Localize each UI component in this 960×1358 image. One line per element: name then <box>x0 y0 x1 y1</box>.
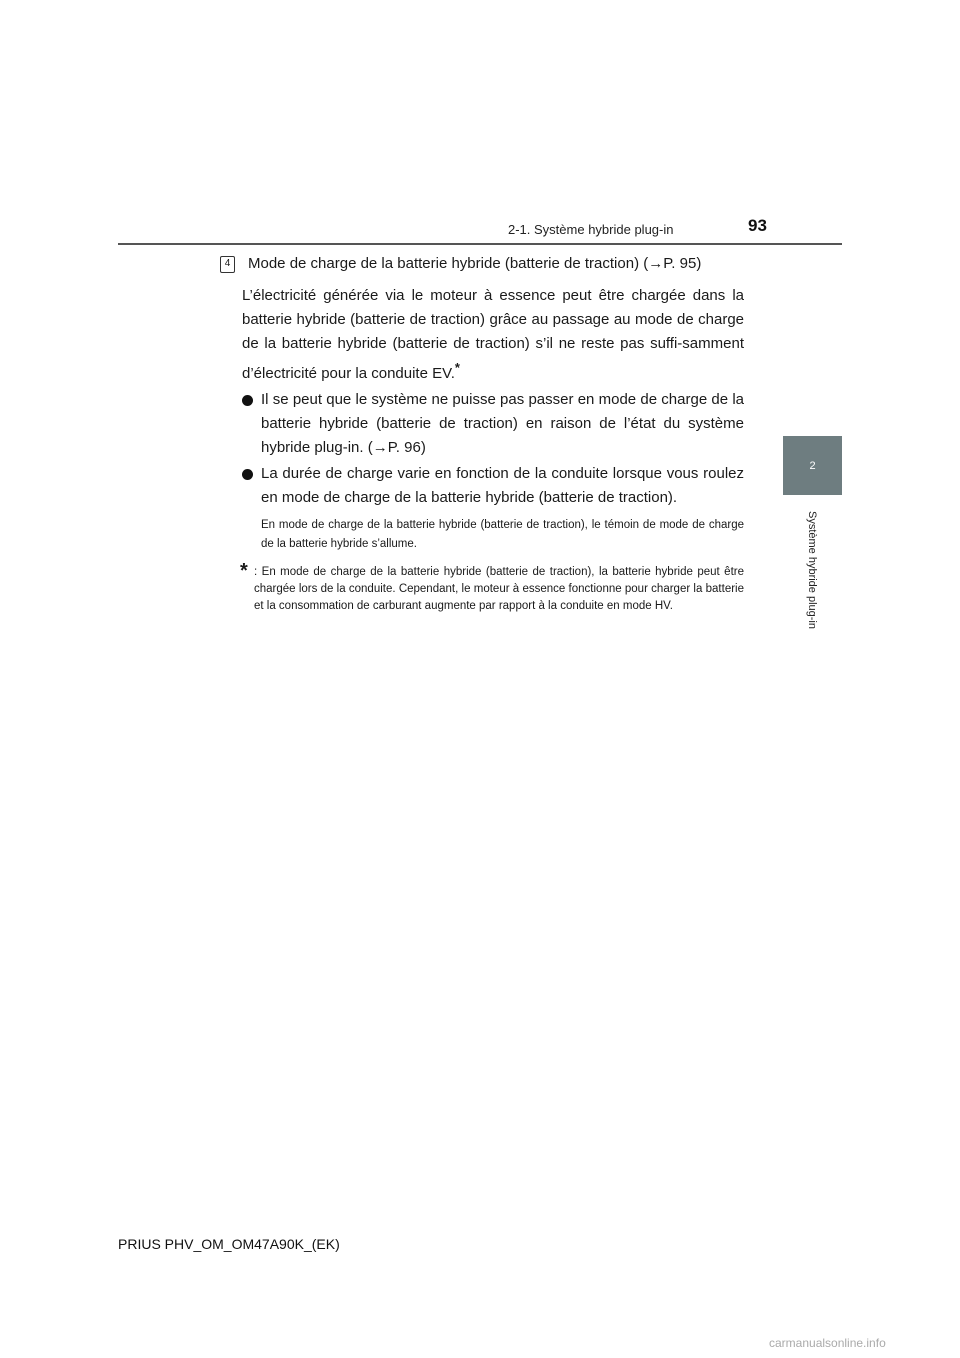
bullet-text: Il se peut que le système ne puisse pas passer en mode de charge de la batterie hybride (batterie de traction) en raison de l’état du système hybride plug-in. (→P. 96) <box>261 391 744 456</box>
list-item <box>242 462 744 510</box>
content <box>220 252 744 615</box>
small-note: En mode de charge de la batterie hybride (batterie de traction), le témoin de mode de charge de la batterie hybride s’allume. <box>261 519 744 550</box>
footnote <box>240 560 744 615</box>
footer-document-id: PRIUS PHV_OM_OM47A90K_(EK) <box>118 1236 340 1252</box>
item-number-badge: 4 <box>220 256 235 273</box>
side-chapter-number: 2 <box>809 459 816 472</box>
page-number: 93 <box>748 216 767 235</box>
header-rule <box>118 243 842 245</box>
bullet-list <box>242 388 744 510</box>
footnote-text: : En mode de charge de la batterie hybride (batterie de traction), la batterie hybride peut être chargée lors de la conduite. Cependant, le moteur à essence fonctionne pour charger la batterie et la consommation de carburant augmente par rapport à la conduite en mode HV. <box>254 566 744 612</box>
item-heading <box>220 252 744 276</box>
bullet-dot-icon <box>242 469 253 480</box>
item-paragraph-text: L’électricité générée via le moteur à essence peut être chargée dans la batterie hybride (batterie de traction) grâce au passage au mode de charge de la batterie hybride (batterie de traction) s’il ne reste pas suffi-samment d’électricité pour la conduite EV. <box>242 287 744 382</box>
side-chapter-tab <box>783 436 842 495</box>
footnote-mark: * <box>240 560 248 582</box>
bullet-dot-icon <box>242 395 253 406</box>
item-title: Mode de charge de la batterie hybride (batterie de traction) (→P. 95) <box>248 255 702 272</box>
bullet-text: La durée de charge varie en fonction de la conduite lorsque vous roulez en mode de charge de la batterie hybride (batterie de traction). <box>261 465 744 506</box>
watermark: carmanualsonline.info <box>769 1336 886 1350</box>
side-chapter-label: Système hybride plug-in <box>806 510 818 630</box>
list-item <box>242 388 744 460</box>
header-section-title: 2-1. Système hybride plug-in <box>508 222 674 237</box>
asterisk-marker: * <box>454 360 460 375</box>
item-paragraph <box>242 284 744 386</box>
